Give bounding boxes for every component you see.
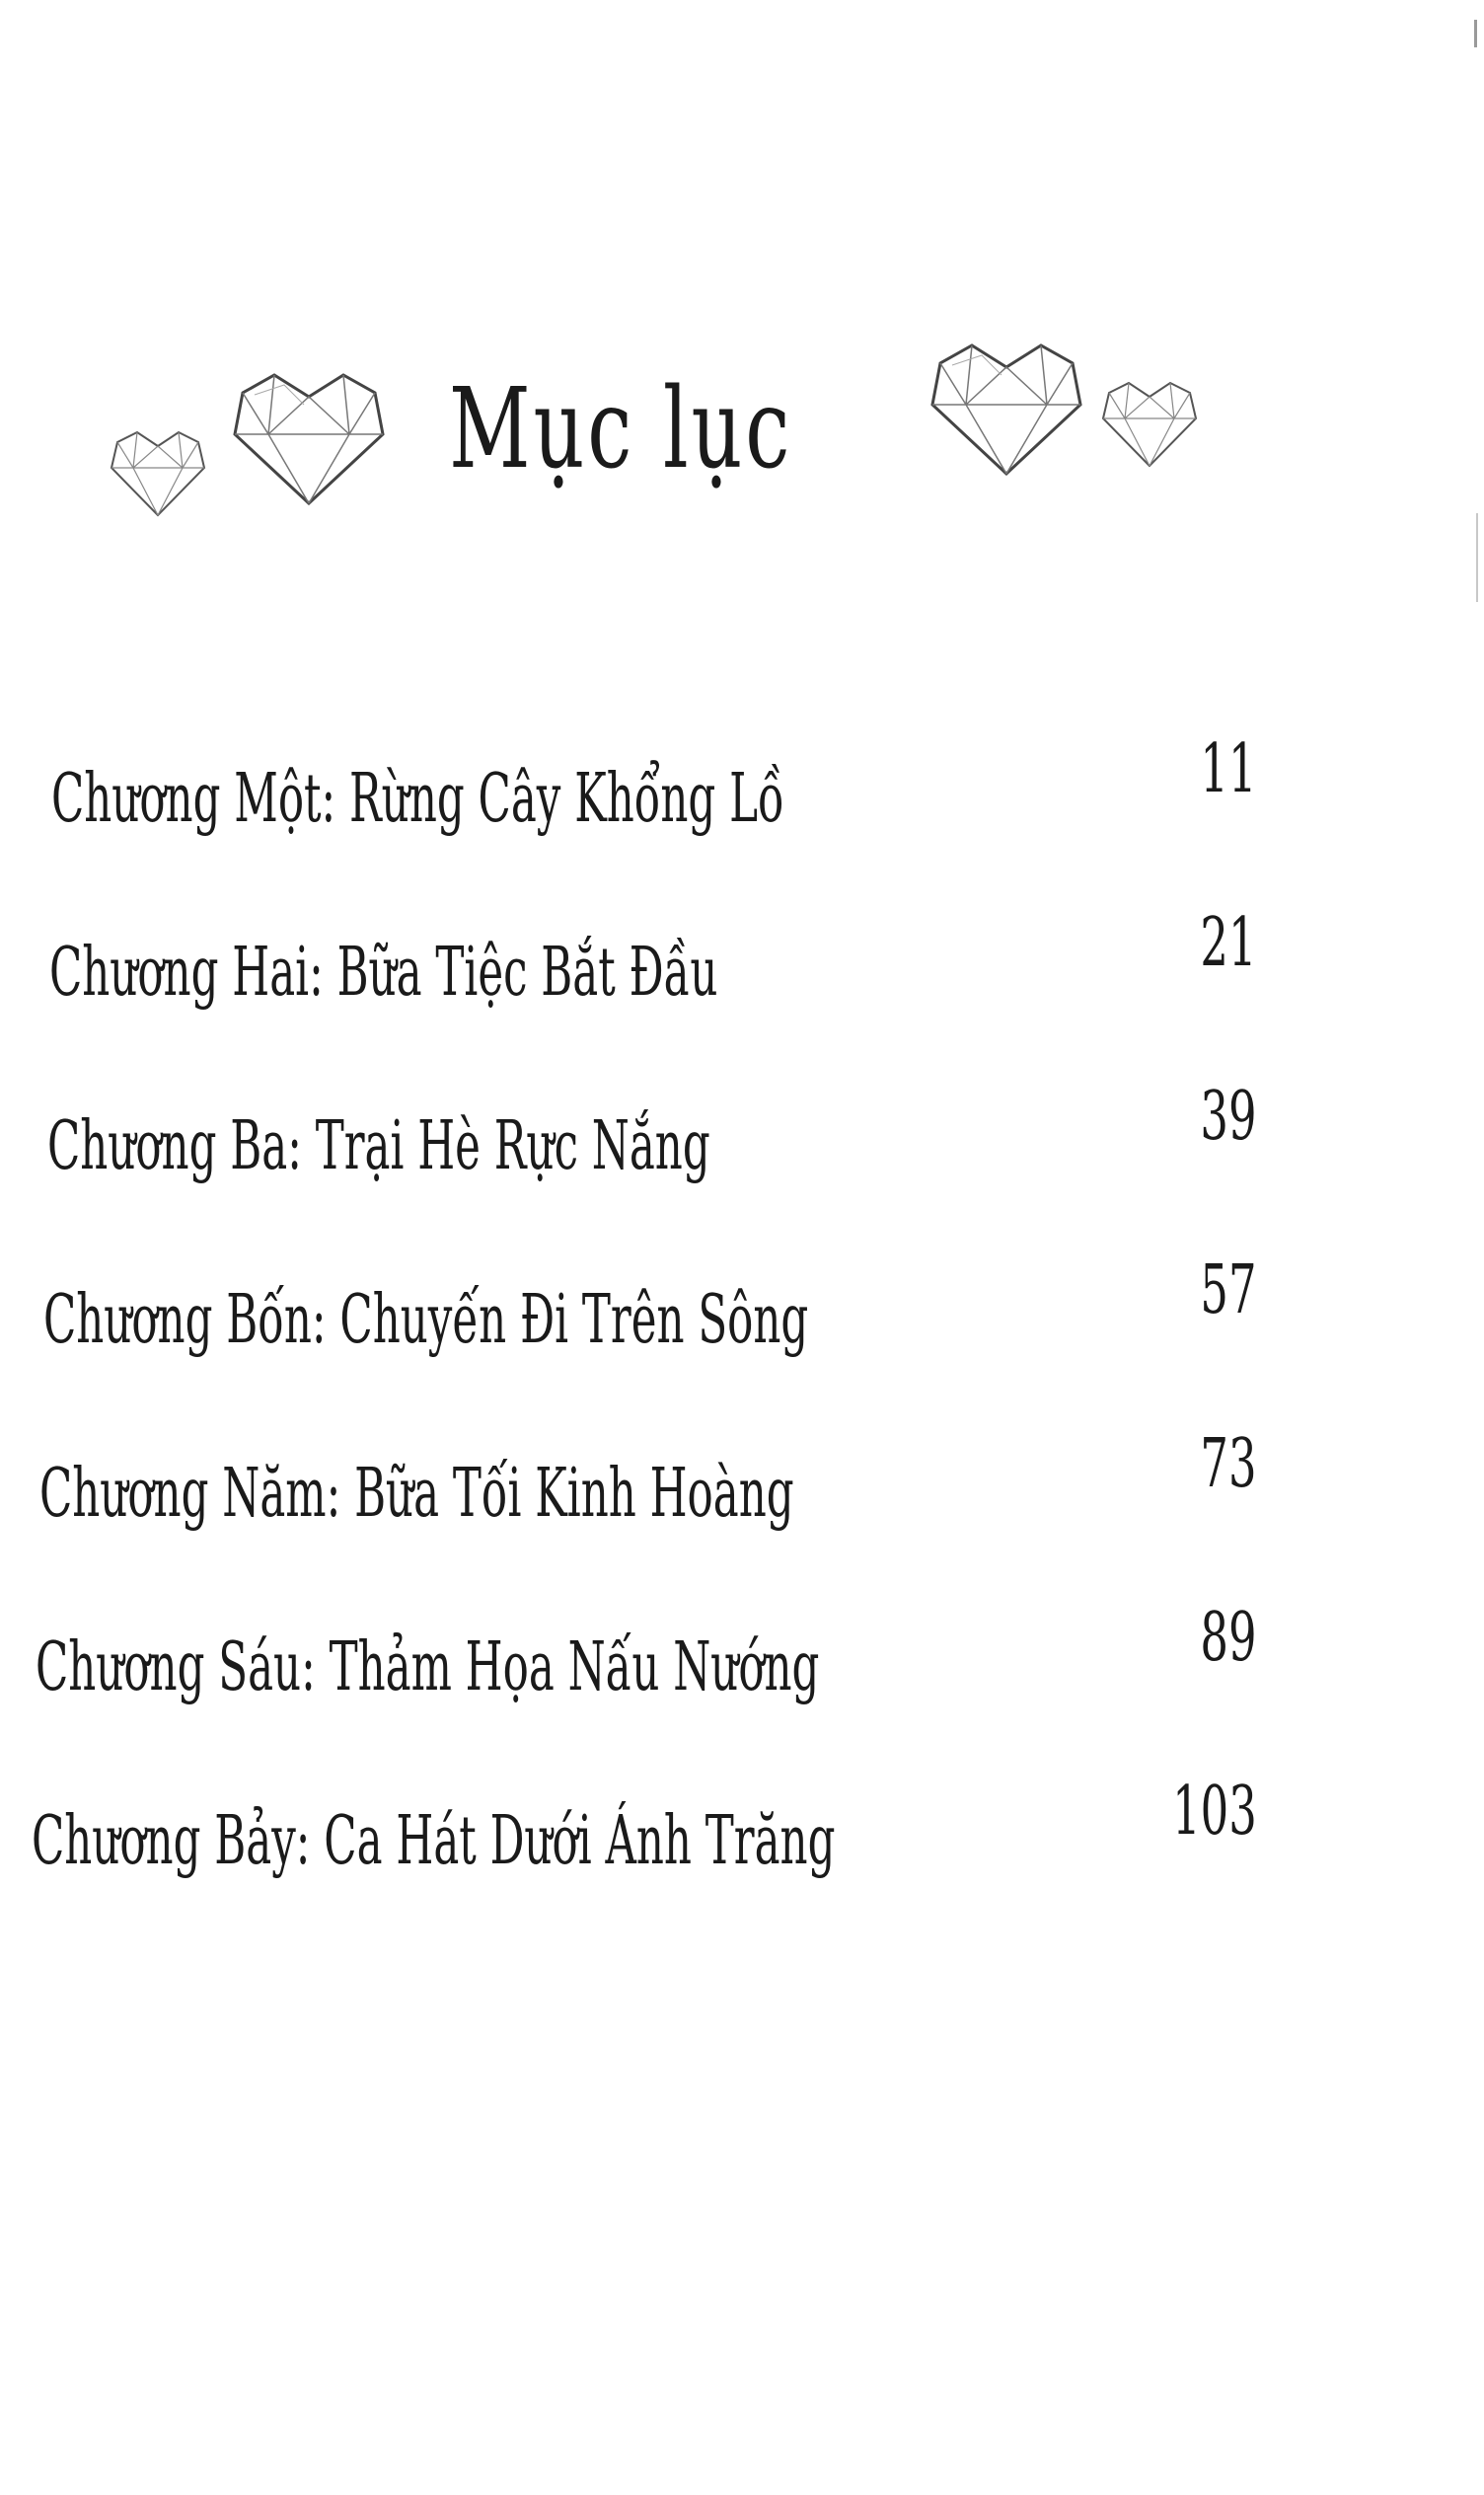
chapter-title: Chương Năm: Bữa Tối Kinh Hoàng: [39, 1455, 794, 1533]
list-item[interactable]: [0, 730, 1484, 849]
chapter-page-number: 57: [1200, 1251, 1257, 1329]
chapter-page-number: 89: [1200, 1599, 1257, 1677]
gem-heart-icon: [1095, 375, 1204, 474]
chapter-title: Chương Bảy: Ca Hát Dưới Ánh Trăng: [32, 1802, 836, 1880]
chapter-title: Chương Một: Rừng Cây Khổng Lồ: [51, 760, 784, 838]
chapter-title: Chương Hai: Bữa Tiệc Bắt Đầu: [49, 934, 718, 1012]
list-item[interactable]: [0, 1078, 1484, 1196]
title-row: [0, 326, 1484, 553]
list-item[interactable]: [0, 1773, 1484, 1891]
chapter-title: Chương Bốn: Chuyến Đi Trên Sông: [43, 1281, 809, 1359]
chapter-page-number: 21: [1200, 904, 1257, 982]
list-item[interactable]: [0, 1251, 1484, 1370]
list-item[interactable]: [0, 1425, 1484, 1544]
page-title: Mục lục: [449, 365, 793, 493]
gem-heart-icon: [225, 365, 393, 513]
chapter-page-number: 39: [1200, 1078, 1257, 1156]
gem-heart-icon: [104, 424, 212, 523]
chapter-page-number: 103: [1172, 1773, 1257, 1851]
scan-edge-mark: [1476, 513, 1478, 602]
list-item[interactable]: [0, 1599, 1484, 1717]
scan-edge-mark: [1474, 20, 1477, 47]
chapter-title: Chương Ba: Trại Hè Rực Nắng: [47, 1107, 710, 1185]
chapter-page-number: 73: [1200, 1425, 1257, 1503]
chapter-title: Chương Sáu: Thảm Họa Nấu Nướng: [36, 1628, 820, 1706]
chapter-page-number: 11: [1200, 730, 1257, 808]
list-item[interactable]: [0, 904, 1484, 1022]
gem-heart-icon: [923, 336, 1090, 484]
